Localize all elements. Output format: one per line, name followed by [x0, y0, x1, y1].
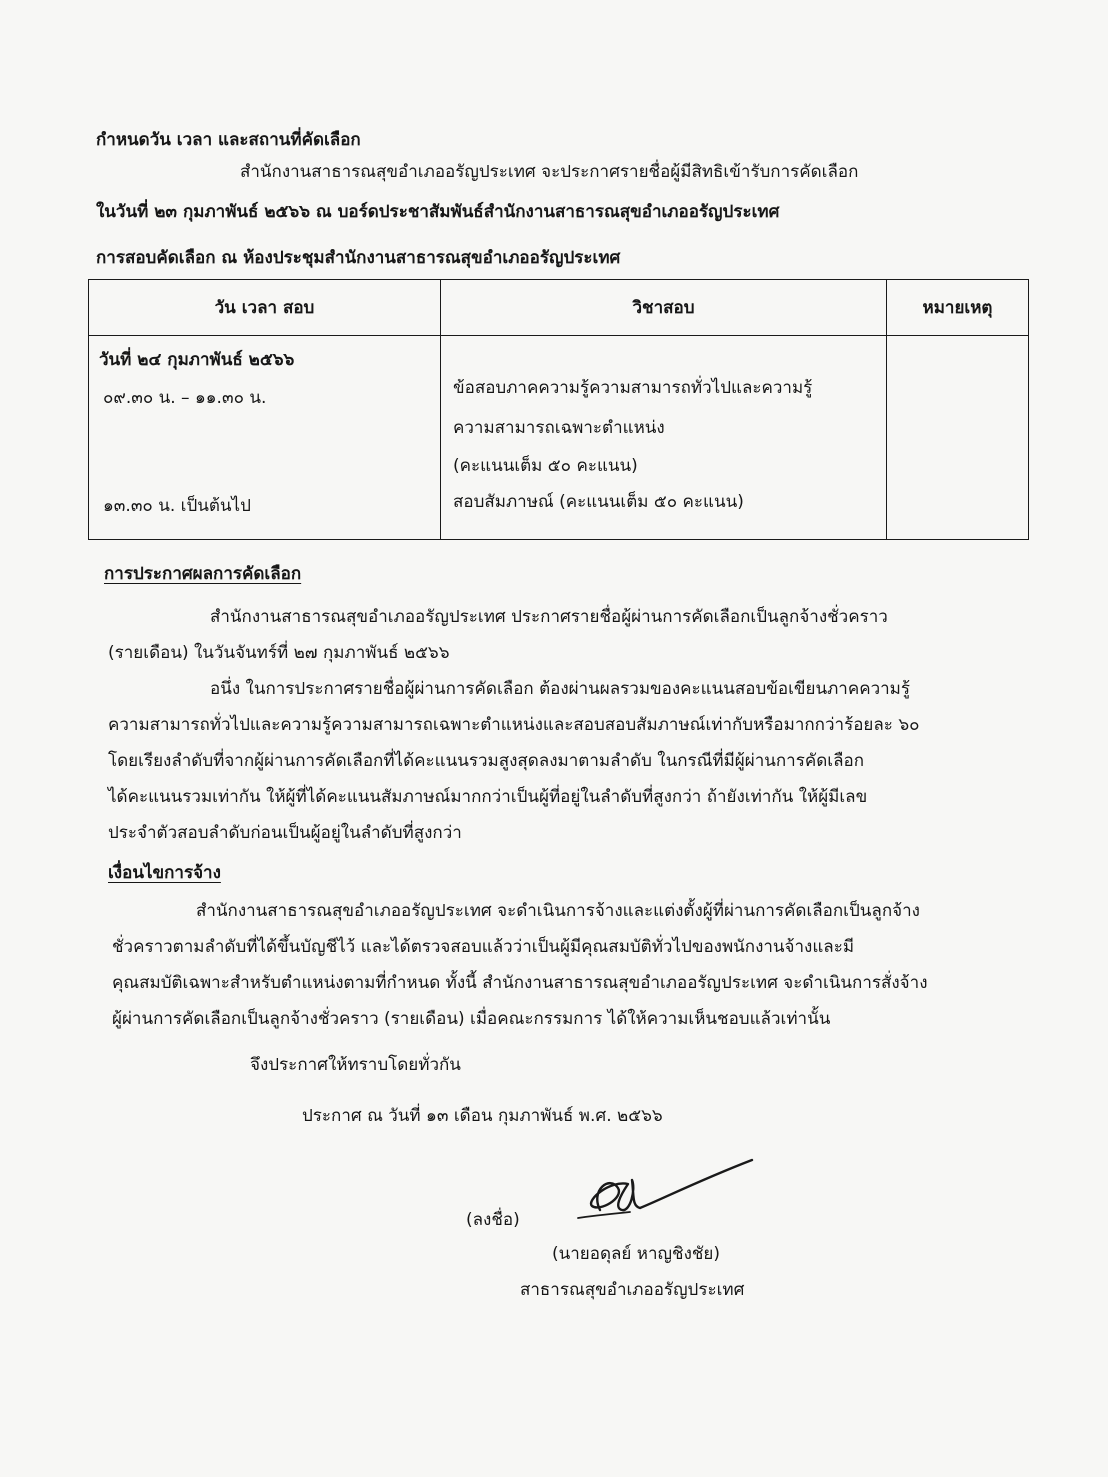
sign-label: (ลงชื่อ): [466, 1210, 520, 1230]
results-line-1: สำนักงานสาธารณสุขอำเภออรัญประเทศ ประกาศรายชื่อผู้ผ่านการคัดเลือกเป็นลูกจ้างชั่วคราว: [210, 607, 888, 627]
employment-line-4: ผู้ผ่านการคัดเลือกเป็นลูกจ้างชั่วคราว (รายเดือน) เมื่อคณะกรรมการ ได้ให้ความเห็นชอบแล้วเท่านั้น: [112, 1009, 831, 1029]
table-row: [89, 336, 1029, 540]
subject-line-4: สอบสัมภาษณ์ (คะแนนเต็ม ๕๐ คะแนน): [453, 492, 744, 512]
table-header-row: [89, 280, 1029, 336]
exam-date: วันที่ ๒๔ กุมภาพันธ์ ๒๕๖๖: [99, 350, 295, 370]
subject-line-2: ความสามารถเฉพาะตำแหน่ง: [453, 418, 665, 438]
results-line-5: โดยเรียงลำดับที่จากผู้ผ่านการคัดเลือกที่ได้คะแนนรวมสูงสุดลงมาตามลำดับ ในกรณีที่มีผู้ผ่านการคัดเลือก: [108, 751, 865, 771]
closing-notice: จึงประกาศให้ทราบโดยทั่วกัน: [250, 1055, 461, 1075]
employment-line-3: คุณสมบัติเฉพาะสำหรับตำแหน่งตามที่กำหนด ทั้งนี้ สำนักงานสาธารณสุขอำเภออรัญประเทศ จะดำเนินการสั่งจ้าง: [112, 973, 928, 993]
results-line-7: ประจำตัวสอบลำดับก่อนเป็นผู้อยู่ในลำดับที่สูงกว่า: [108, 823, 462, 843]
signer-position: สาธารณสุขอำเภออรัญประเทศ: [520, 1280, 745, 1300]
announcement-date: ประกาศ ณ วันที่ ๑๓ เดือน กุมภาพันธ์ พ.ศ. ๒๕๖๖: [302, 1106, 663, 1126]
cell-date-time: [89, 336, 441, 540]
schedule-line-1: สำนักงานสาธารณสุขอำเภออรัญประเทศ จะประกาศรายชื่อผู้มีสิทธิเข้ารับการคัดเลือก: [240, 162, 859, 182]
employment-heading: เงื่อนไขการจ้าง: [108, 863, 221, 883]
handwritten-signature: [570, 1150, 770, 1240]
employment-line-1: สำนักงานสาธารณสุขอำเภออรัญประเทศ จะดำเนินการจ้างและแต่งตั้งผู้ที่ผ่านการคัดเลือกเป็นลูกจ้าง: [196, 901, 920, 921]
header-subject: วิชาสอบ: [441, 280, 887, 336]
results-line-2: (รายเดือน) ในวันจันทร์ที่ ๒๗ กุมภาพันธ์ ๒๕๖๖: [108, 643, 450, 663]
header-date-time: วัน เวลา สอบ: [89, 280, 441, 336]
schedule-heading: กำหนดวัน เวลา และสถานที่คัดเลือก: [96, 130, 361, 150]
schedule-line-2: ในวันที่ ๒๓ กุมภาพันธ์ ๒๕๖๖ ณ บอร์ดประชาสัมพันธ์สำนักงานสาธารณสุขอำเภออรัญประเทศ: [96, 202, 780, 222]
header-note: หมายเหตุ: [887, 280, 1029, 336]
subject-line-1: ข้อสอบภาคความรู้ความสามารถทั่วไปและความรู้: [453, 378, 813, 398]
cell-note: [887, 336, 1029, 540]
schedule-line-3: การสอบคัดเลือก ณ ห้องประชุมสำนักงานสาธารณสุขอำเภออรัญประเทศ: [96, 248, 621, 268]
exam-time-morning: ๐๙.๓๐ น. – ๑๑.๓๐ น.: [103, 388, 267, 408]
results-heading: การประกาศผลการคัดเลือก: [104, 564, 302, 584]
employment-line-2: ชั่วคราวตามลำดับที่ได้ขึ้นบัญชีไว้ และได้ตรวจสอบแล้วว่าเป็นผู้มีคุณสมบัติทั่วไปของพนักงานจ้างและมี: [112, 937, 855, 957]
results-line-3: อนึ่ง ในการประกาศรายชื่อผู้ผ่านการคัดเลือก ต้องผ่านผลรวมของคะแนนสอบข้อเขียนภาคความรู้: [210, 679, 911, 699]
exam-time-afternoon: ๑๓.๓๐ น. เป็นต้นไป: [103, 496, 251, 516]
subject-line-3: (คะแนนเต็ม ๕๐ คะแนน): [453, 456, 638, 476]
cell-subject: [441, 336, 887, 540]
results-line-6: ได้คะแนนรวมเท่ากัน ให้ผู้ที่ได้คะแนนสัมภาษณ์มากกว่าเป็นผู้ที่อยู่ในลำดับที่สูงกว่า ถ้ายังเท่ากัน ให้ผู้มีเลข: [108, 787, 868, 807]
results-line-4: ความสามารถทั่วไปและความรู้ความสามารถเฉพาะตำแหน่งและสอบสอบสัมภาษณ์เท่ากับหรือมากกว่าร้อยละ ๖๐: [108, 715, 920, 735]
exam-schedule-table: [88, 279, 1029, 540]
signer-name: (นายอดุลย์ หาญชิงชัย): [552, 1244, 720, 1264]
